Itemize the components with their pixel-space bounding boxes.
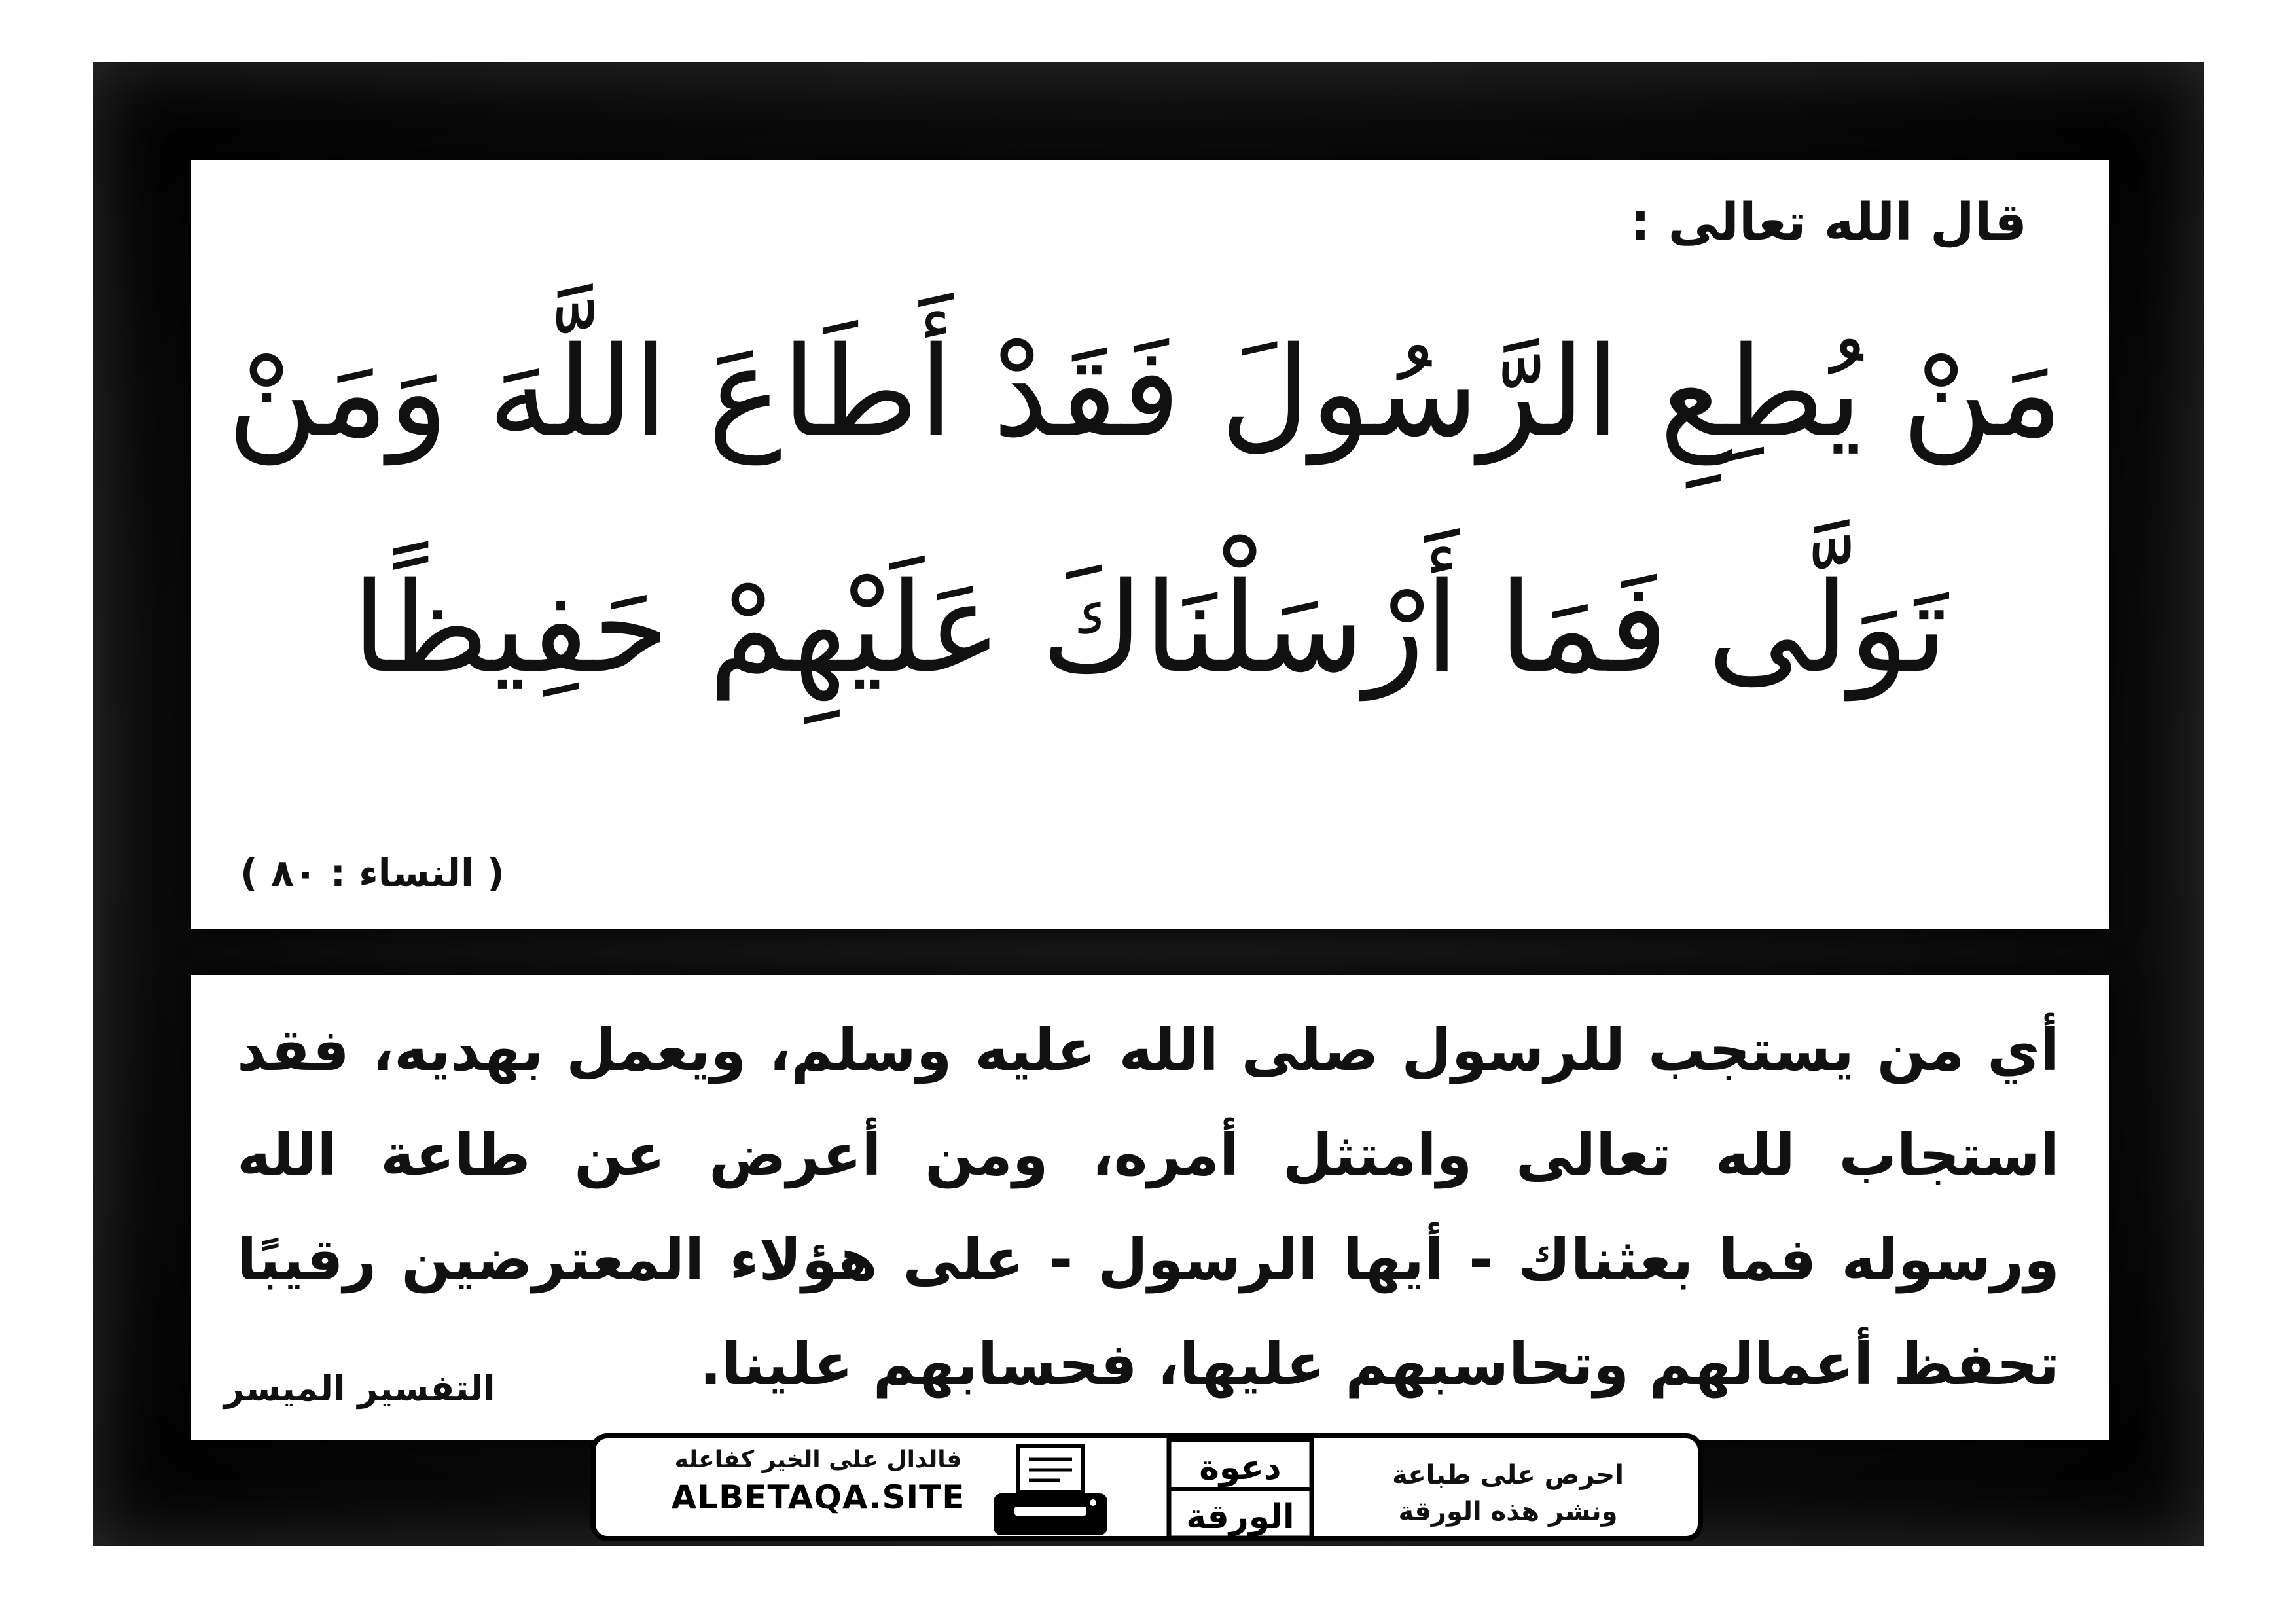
footer-banner bbox=[590, 1433, 1703, 1541]
verse-line-2: تَوَلَّى فَمَا أَرْسَلْنَاكَ عَلَيْهِمْ حَفِيظًا bbox=[351, 556, 1948, 700]
logo-text-2: الورقة bbox=[1186, 1497, 1295, 1537]
verse-reference: ( النساء : ٨٠ ) bbox=[240, 851, 505, 895]
footer-site-block bbox=[622, 1446, 1014, 1516]
logo-text-1: دعوة bbox=[1199, 1448, 1282, 1488]
dawa-logo bbox=[1165, 1433, 1316, 1548]
printer-icon bbox=[988, 1442, 1113, 1541]
call-line-2: ونشر هذه الورقة bbox=[1398, 1497, 1618, 1527]
tafsir-text: أي من يستجب للرسول صلى الله عليه وسلم، ويعمل بهديه، فقد استجاب لله تعالى وامتثل أمره، ومن أعرض عن طاعة الله ورسوله فما بعثناك - أيها الرسول - على هؤلاء المعترضين رقيبًا تحفظ أعمالهم وتحاسبهم عليها، فحسابهم علينا. bbox=[237, 1016, 2060, 1398]
verse-panel bbox=[191, 160, 2109, 929]
footer-tagline: فالدال على الخير كفاعله bbox=[674, 1446, 962, 1473]
call-line-1: احرص على طباعة bbox=[1392, 1460, 1624, 1490]
intro-heading: قال الله تعالى : bbox=[1630, 193, 2027, 252]
tafsir-source: التفسير الميسر bbox=[224, 1368, 495, 1409]
site-link[interactable]: ALBETAQA.SITE bbox=[671, 1478, 965, 1516]
verse-line-1: مَنْ يُطِعِ الرَّسُولَ فَقَدْ أَطَاعَ اللَّهَ وَمَنْ bbox=[226, 320, 2063, 465]
tafsir-panel bbox=[191, 975, 2109, 1440]
footer-call-to-action bbox=[1338, 1457, 1678, 1530]
